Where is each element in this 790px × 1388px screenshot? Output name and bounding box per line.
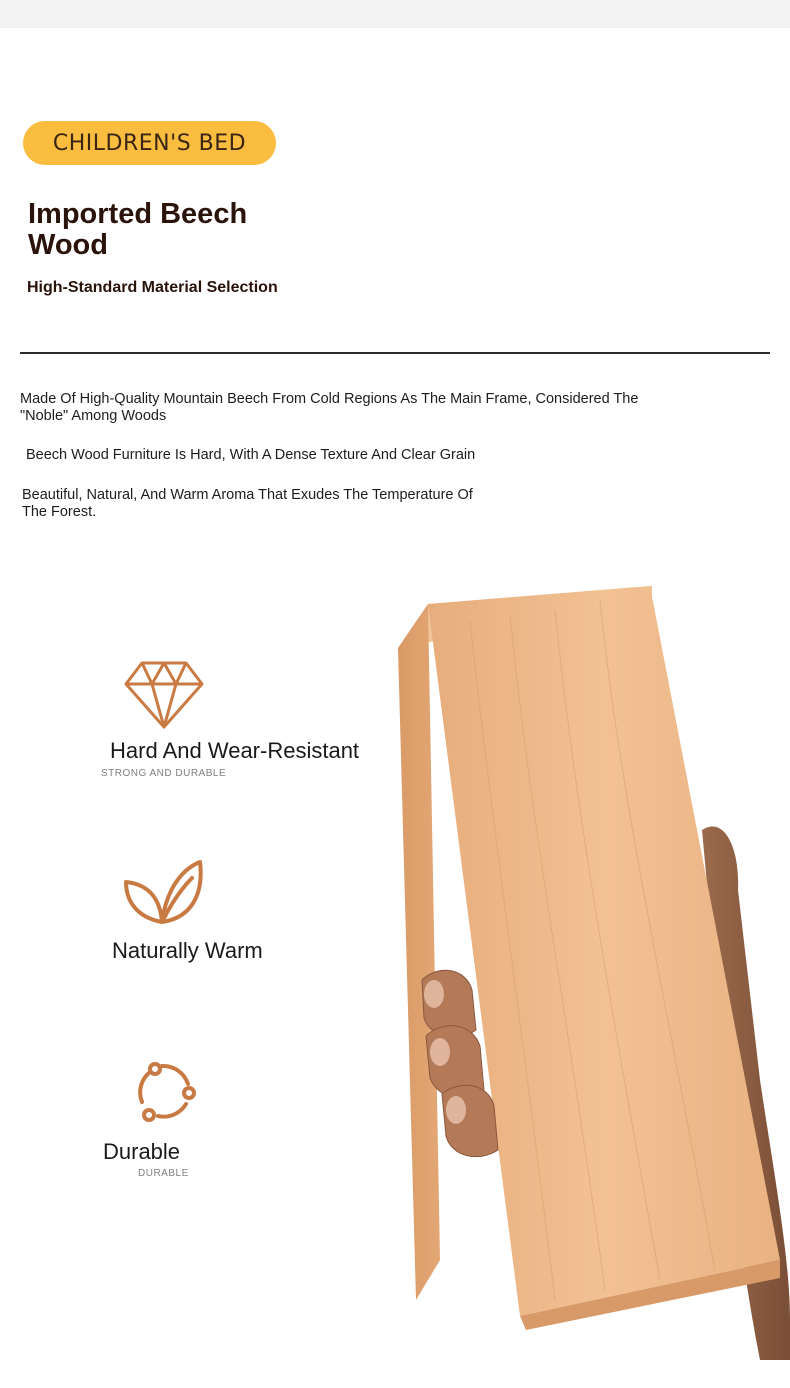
top-bar — [0, 0, 790, 28]
diamond-icon — [122, 660, 206, 730]
feature-title: Hard And Wear-Resistant — [110, 738, 360, 763]
category-badge-label: CHILDREN'S BED — [52, 130, 247, 156]
feature-subtitle: STRONG AND DURABLE — [101, 768, 227, 779]
cycle-icon — [130, 1058, 200, 1128]
divider — [20, 352, 770, 354]
page-title: Imported Beech Wood — [28, 198, 248, 261]
wood-block-photo — [380, 560, 790, 1360]
description-paragraph: Beech Wood Furniture Is Hard, With A Dense Texture And Clear Grain — [26, 447, 476, 463]
page-subtitle: High-Standard Material Selection — [27, 279, 278, 296]
feature-subtitle: DURABLE — [138, 1168, 189, 1179]
feature-title: Durable — [103, 1139, 181, 1164]
feature-title: Naturally Warm — [112, 938, 263, 963]
leaf-icon — [122, 858, 206, 928]
description-paragraph: Made Of High-Quality Mountain Beech From Cold Regions As The Main Frame, Considered The "Noble" Among Woods — [20, 391, 639, 424]
category-badge — [23, 121, 276, 165]
description-paragraph: Beautiful, Natural, And Warm Aroma That Exudes The Temperature Of The Forest. — [22, 487, 473, 520]
